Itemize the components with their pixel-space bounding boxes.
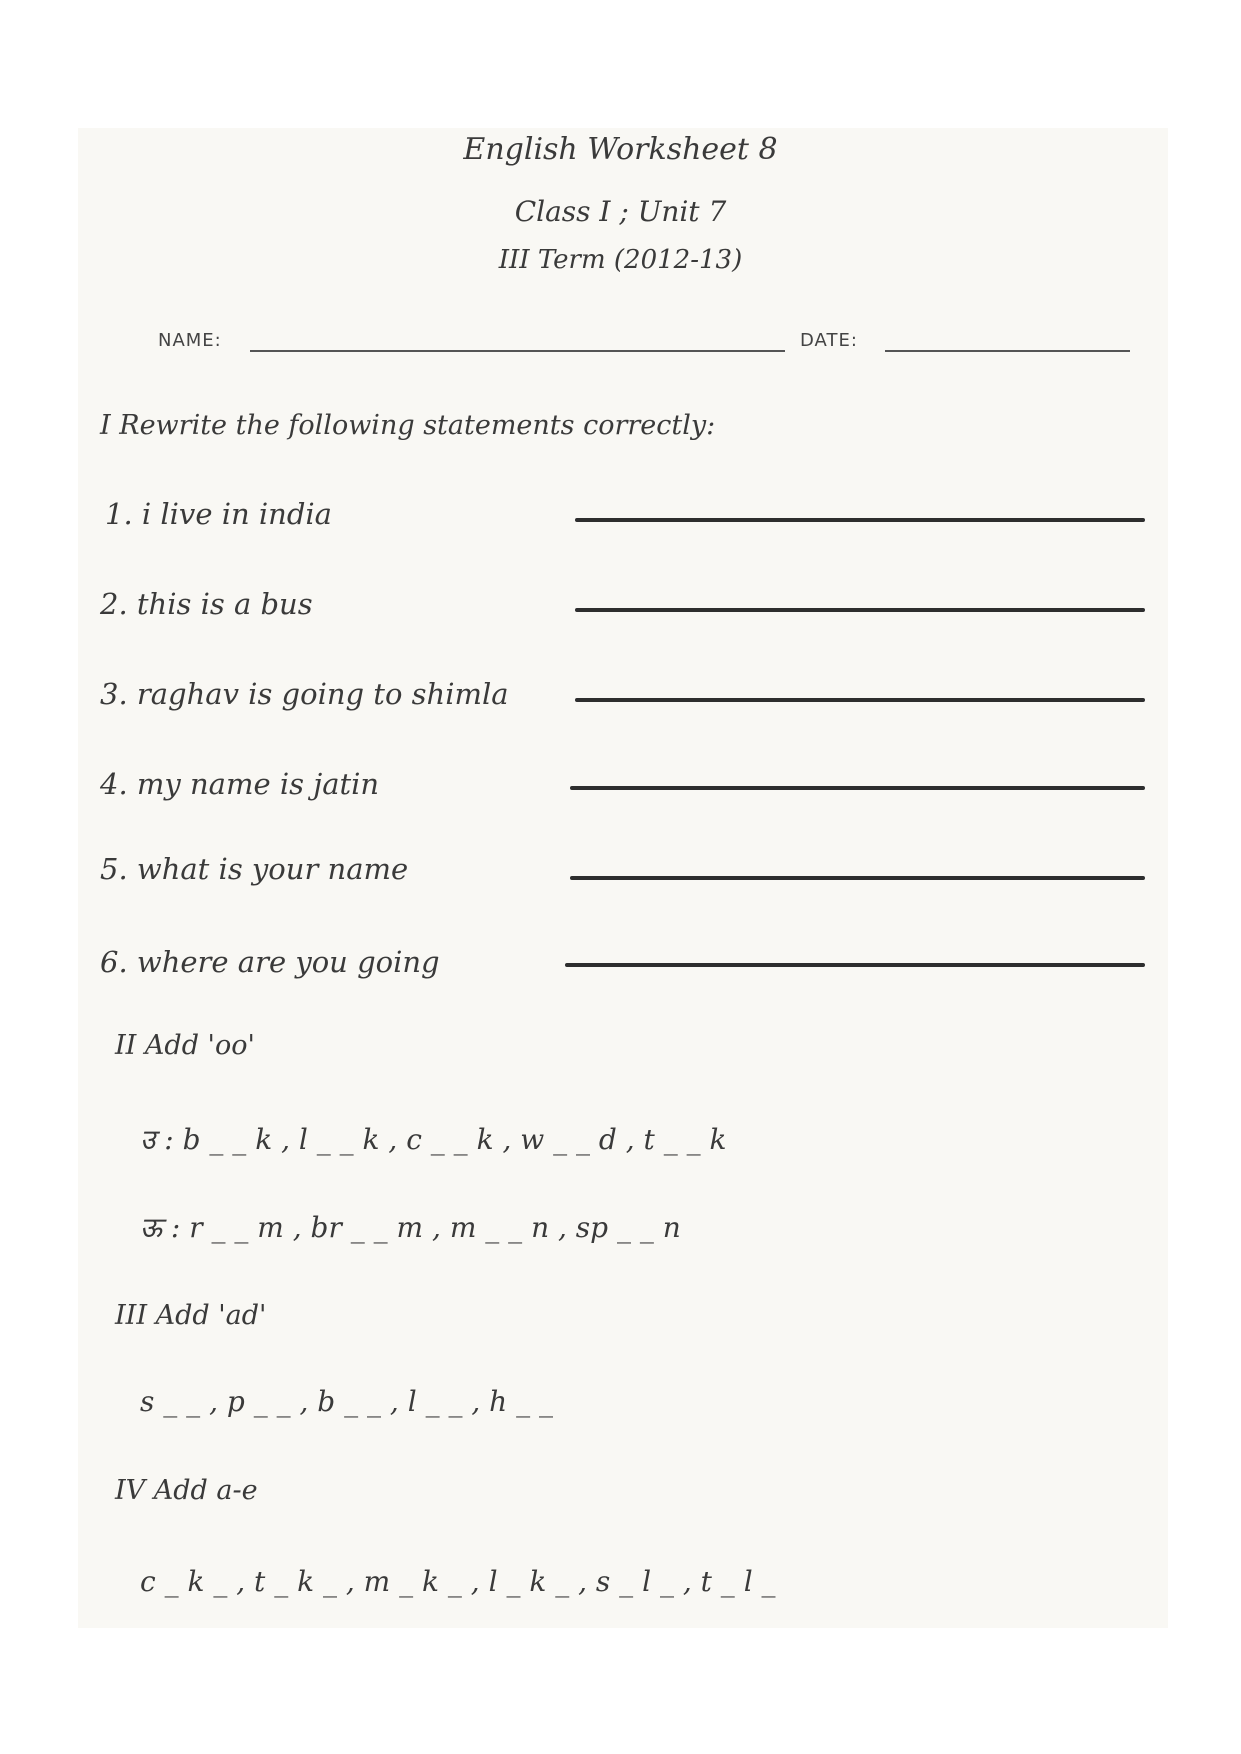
question-1: 1. i live in india [105,497,332,531]
worksheet-title: English Worksheet 8 [463,132,778,167]
class-unit: Class I ; Unit 7 [514,195,727,228]
answer-line-4[interactable] [570,786,1145,790]
question-6: 6. where are you going [100,945,440,979]
section-3-heading: III Add 'ad' [115,1300,267,1331]
term: III Term (2012-13) [498,245,743,275]
answer-line-2[interactable] [575,608,1145,612]
question-3: 3. raghav is going to shimla [100,677,509,711]
answer-line-1[interactable] [575,518,1145,522]
question-2: 2. this is a bus [100,587,313,621]
date-field[interactable] [885,350,1130,352]
date-label: DATE: [800,330,858,351]
ad-row: s _ _ , p _ _ , b _ _ , l _ _ , h _ _ [140,1385,554,1418]
oo-row-2: ऊ : r _ _ m , br _ _ m , m _ _ n , sp _ _ n [140,1211,681,1244]
question-5: 5. what is your name [100,852,409,886]
name-label: NAME: [158,330,222,351]
answer-line-3[interactable] [575,698,1145,702]
question-4: 4. my name is jatin [100,767,380,801]
name-field[interactable] [250,350,785,352]
section-1-heading: I Rewrite the following statements correctly: [100,410,716,441]
section-4-heading: IV Add a-e [115,1475,258,1506]
answer-line-5[interactable] [570,876,1145,880]
oo-row-1: उ : b _ _ k , l _ _ k , c _ _ k , w _ _ d , t _ _ k [140,1123,727,1156]
section-2-heading: II Add 'oo' [115,1030,255,1061]
answer-line-6[interactable] [565,963,1145,967]
ae-row: c _ k _ , t _ k _ , m _ k _ , l _ k _ , s _ l _ , t _ l _ [140,1565,776,1598]
